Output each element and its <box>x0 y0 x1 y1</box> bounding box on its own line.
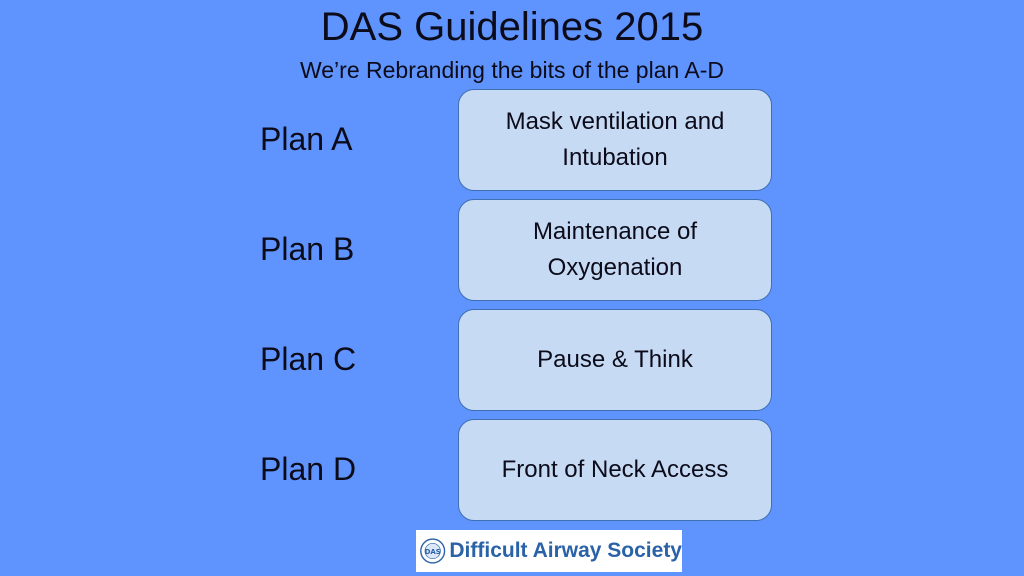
plan-d-label: Plan D <box>260 451 357 487</box>
plan-c-box <box>458 309 772 411</box>
slide-subtitle: We’re Rebranding the bits of the plan A-D <box>299 57 725 83</box>
das-emblem-text: DAS <box>424 547 441 556</box>
slide-title: DAS Guidelines 2015 <box>320 5 704 49</box>
das-emblem-icon <box>418 531 447 571</box>
plan-a-box <box>458 89 772 191</box>
plan-c-description: Pause & Think <box>537 346 693 373</box>
plan-a-label: Plan A <box>260 121 353 157</box>
plan-d-box <box>458 419 772 521</box>
das-logo <box>416 530 682 572</box>
logo-wordmark: Difficult Airway Society <box>449 539 682 562</box>
plan-a-description: Mask ventilation and Intubation <box>505 108 725 171</box>
plan-b-label: Plan B <box>260 231 355 267</box>
plan-b-box <box>458 199 772 301</box>
plan-b-description: Maintenance of Oxygenation <box>532 218 698 281</box>
plan-d-description: Front of Neck Access <box>501 456 729 483</box>
plan-c-label: Plan C <box>260 341 357 377</box>
